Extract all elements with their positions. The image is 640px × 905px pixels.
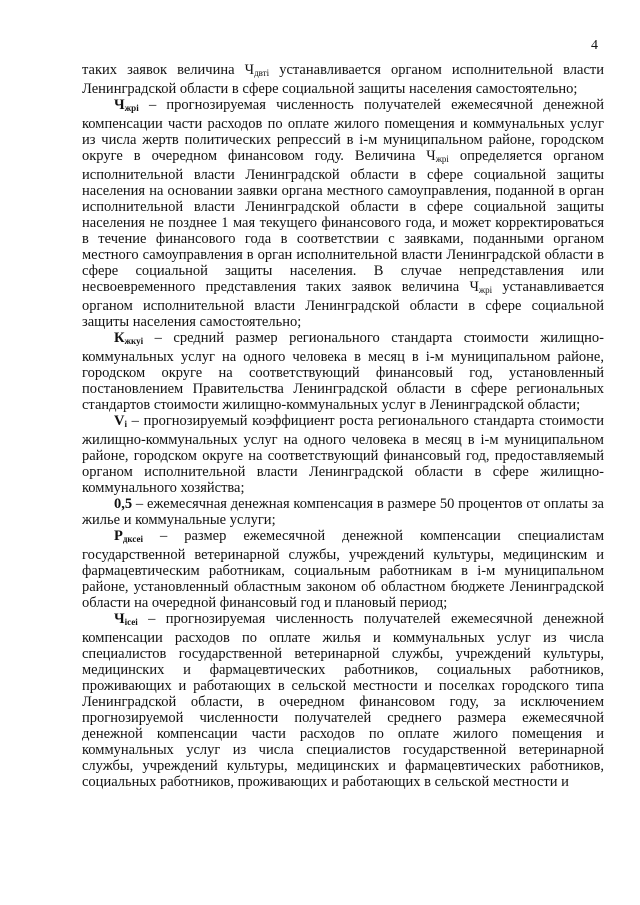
paragraph-text: таких заявок величина Ч	[82, 62, 255, 78]
term-subscript: жкуі	[124, 336, 144, 346]
term-symbol: К	[114, 330, 125, 346]
paragraph-definition	[82, 330, 604, 413]
document-body	[82, 62, 604, 790]
term-symbol: 0,5	[114, 496, 133, 512]
paragraph-text: определяется органом исполнительной власти Ленинградской области в сфере социальной защиты населения на основании заявки органа местного самоуправления, поданной в орган исполнительной власти Ленинградской области в сфере социальной защиты населения не позднее 1 мая текущего финансового года, и может корректироваться в течение финансового года в соответствии с заявками, поданными органом местного самоуправления в орган исполнительной власти Ленинградской области в сфере социальной защиты населения. В случае непредставления или несвоевременного представления таких заявок величина Ч	[82, 148, 604, 295]
paragraph-text: – размер ежемесячной денежной компенсации специалистам государственной ветеринарной службы, учреждений культуры, медицинским и фармацевтическим работникам, социальным работникам в i-м муниципальном районе, установленный областным законом об областном бюджете Ленинградской области на очередной финансовый год и плановый период;	[82, 528, 604, 611]
paragraph-text: – средний размер регионального стандарта стоимости жилищно-коммунальных услуг на одного человека в месяц в i-м муниципальном районе, городском округе на соответствующий финансовый год, установленный постановлением Правительства Ленинградской области в сфере региональных стандартов стоимости жилищно-коммунальных услуг в Ленинградской области;	[82, 330, 604, 413]
page-number: 4	[591, 38, 598, 53]
term-subscript: i	[124, 419, 127, 429]
term-symbol: Ч	[114, 611, 125, 627]
term-subscript: жpі	[124, 103, 139, 113]
term-symbol: V	[114, 413, 125, 429]
paragraph-definition	[82, 611, 604, 790]
paragraph-definition	[82, 413, 604, 496]
paragraph-continuation	[82, 62, 604, 97]
term-subscript: ісеі	[124, 617, 138, 627]
subscript: жрі	[435, 154, 449, 164]
paragraph-definition	[82, 97, 604, 330]
paragraph-text: – прогнозируемый коэффициент роста регионального стандарта стоимости жилищно-коммунальных услуг на одного человека в месяц в i-м муниципальном районе, городском округе на соответствующий финансовый год, предоставляемый органом исполнительной власти Ленинградской области в сфере жилищно-коммунального хозяйства;	[82, 413, 604, 496]
term-symbol: Р	[114, 528, 123, 544]
term-subscript: дксеі	[122, 534, 143, 544]
subscript: жрі	[478, 285, 493, 295]
paragraph-text: устанавливается органом исполнительной власти Ленинградской области в сфере социальной защиты населения самостоятельно;	[82, 62, 604, 97]
paragraph-text: устанавливается органом исполнительной власти Ленинградской области в сфере социальной защиты населения самостоятельно;	[82, 279, 604, 330]
term-symbol: Ч	[114, 97, 125, 113]
paragraph-definition	[82, 496, 604, 528]
paragraph-text: – ежемесячная денежная компенсация в размере 50 процентов от оплаты за жилье и коммунальные услуги;	[82, 496, 604, 528]
paragraph-definition	[82, 528, 604, 611]
paragraph-text: – прогнозируемая численность получателей ежемесячной денежной компенсации части расходов по оплате жилого помещения и коммунальных услуг из числа жертв политических репрессий в i-м муниципальном районе, городском округе в очередном финансовом году. Величина Ч	[82, 97, 604, 164]
paragraph-text: – прогнозируемая численность получателей ежемесячной денежной компенсации расходов по оплате жилья и коммунальных услуг из числа специалистов государственной ветеринарной службы, учреждений культуры, медицинских и фармацевтических работников, социальных работников, проживающих и работающих в сельской местности и поселках городского типа Ленинградской области, в очередном финансовом году, за исключением прогнозируемой численности получателей среднего размера ежемесячной денежной компенсации части расходов по оплате жилого помещения и коммунальных услуг из числа специалистов государственной ветеринарной службы, учреждений культуры, медицинских и фармацевтических работников, социальных работников, проживающих и работающих в сельской местности и	[82, 611, 604, 790]
subscript: двті	[254, 68, 270, 78]
